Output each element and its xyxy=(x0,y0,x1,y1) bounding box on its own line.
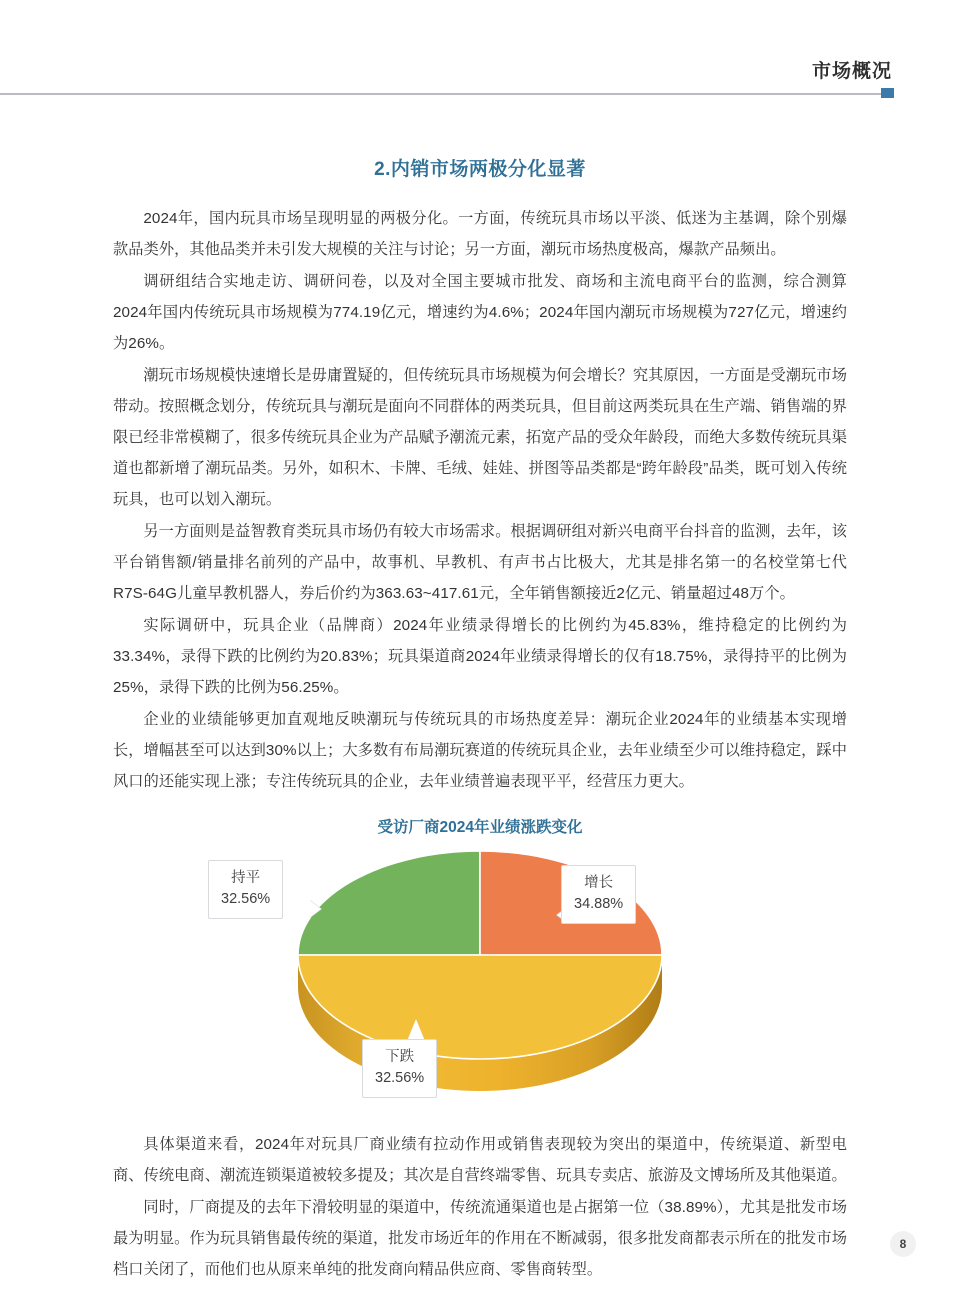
pie-label-grow-name: 增长 xyxy=(584,875,614,891)
pie-label-grow xyxy=(561,865,636,924)
pie-slice-flat xyxy=(298,851,480,955)
pie-label-drop xyxy=(362,1039,437,1098)
section-title: 2.内销市场两极分化显著 xyxy=(374,159,586,180)
page-number: 8 xyxy=(890,1231,916,1257)
pie-label-drop-value: 32.56% xyxy=(375,1070,425,1086)
pie-label-flat-value: 32.56% xyxy=(221,891,271,907)
pie-chart-canvas xyxy=(113,843,847,1105)
paragraph-6: 企业的业绩能够更加直观地反映潮玩与传统玩具的市场热度差异：潮玩企业2024年的业绩基本实现增长，增幅甚至可以达到30%以上；大多数有布局潮玩赛道的传统玩具企业，去年业绩至少可以维持稳定，踩中风口的还能实现上涨；专注传统玩具的企业，去年业绩普遍表现平平，经营压力更大。 xyxy=(113,711,847,790)
chart-title: 受访厂商2024年业绩涨跌变化 xyxy=(377,819,583,836)
paragraph-7: 具体渠道来看，2024年对玩具厂商业绩有拉动作用或销售表现较为突出的渠道中，传统渠道、新型电商、传统电商、潮流连锁渠道被较多提及；其次是自营终端零售、玩具专卖店、旅游及文博场所及其他渠道。 xyxy=(113,1136,847,1184)
page-header xyxy=(0,0,960,110)
paragraph-3: 潮玩市场规模快速增长是毋庸置疑的，但传统玩具市场规模为何会增长？究其原因，一方面是受潮玩市场带动。按照概念划分，传统玩具与潮玩是面向不同群体的两类玩具，但目前这两类玩具在生产端、销售端的界限已经非常模糊了，很多传统玩具企业为产品赋予潮流元素，拓宽产品的受众年龄段，而绝大多数传统玩具渠道也都新增了潮玩品类。另外，如积木、卡牌、毛绒、娃娃、拼图等品类都是“跨年龄段”品类，既可划入传统玩具，也可以划入潮玩。 xyxy=(113,367,847,508)
pie-label-flat xyxy=(208,860,283,919)
header-rule xyxy=(0,93,884,95)
pie-label-flat-name: 持平 xyxy=(231,870,261,886)
callout-tail-drop xyxy=(407,1019,425,1041)
document-content xyxy=(113,140,847,1286)
pie-label-grow-value: 34.88% xyxy=(574,896,624,912)
paragraph-8: 同时，厂商提及的去年下滑较明显的渠道中，传统流通渠道也是占据第一位（38.89%），尤其是批发市场最为明显。作为玩具销售最传统的渠道，批发市场近年的作用在不断减弱，很多批发商都表示所在的批发市场档口关闭了，而他们也从原来单纯的批发商向精品供应商、零售商转型。 xyxy=(113,1199,847,1278)
header-accent-square xyxy=(881,88,894,98)
paragraph-1: 2024年，国内玩具市场呈现明显的两极分化。一方面，传统玩具市场以平淡、低迷为主基调，除个别爆款品类外，其他品类并未引发大规模的关注与讨论；另一方面，潮玩市场热度极高，爆款产品频出。 xyxy=(113,210,847,258)
paragraph-4: 另一方面则是益智教育类玩具市场仍有较大市场需求。根据调研组对新兴电商平台抖音的监测，去年，该平台销售额/销量排名前列的产品中，故事机、早教机、有声书占比极大，尤其是排名第一的名校堂第七代R7S-64G儿童早教机器人，券后价约为363.63~417.61元，全年销售额接近2亿元、销量超过48万个。 xyxy=(113,523,847,602)
pie-label-drop-name: 下跌 xyxy=(385,1049,415,1065)
pie-chart-figure xyxy=(113,815,847,1115)
header-title: 市场概况 xyxy=(811,61,892,82)
callout-tail-flat xyxy=(309,900,321,918)
paragraph-5: 实际调研中，玩具企业（品牌商）2024年业绩录得增长的比例约为45.83%，维持稳定的比例约为33.34%，录得下跌的比例约为20.83%；玩具渠道商2024年业绩录得增长的仅有18.75%，录得持平的比例为25%，录得下跌的比例为56.25%。 xyxy=(113,617,847,696)
paragraph-2: 调研组结合实地走访、调研问卷，以及对全国主要城市批发、商场和主流电商平台的监测，综合测算2024年国内传统玩具市场规模为774.19亿元，增速约为4.6%；2024年国内潮玩市场规模为727亿元，增速约为26%。 xyxy=(113,273,847,352)
